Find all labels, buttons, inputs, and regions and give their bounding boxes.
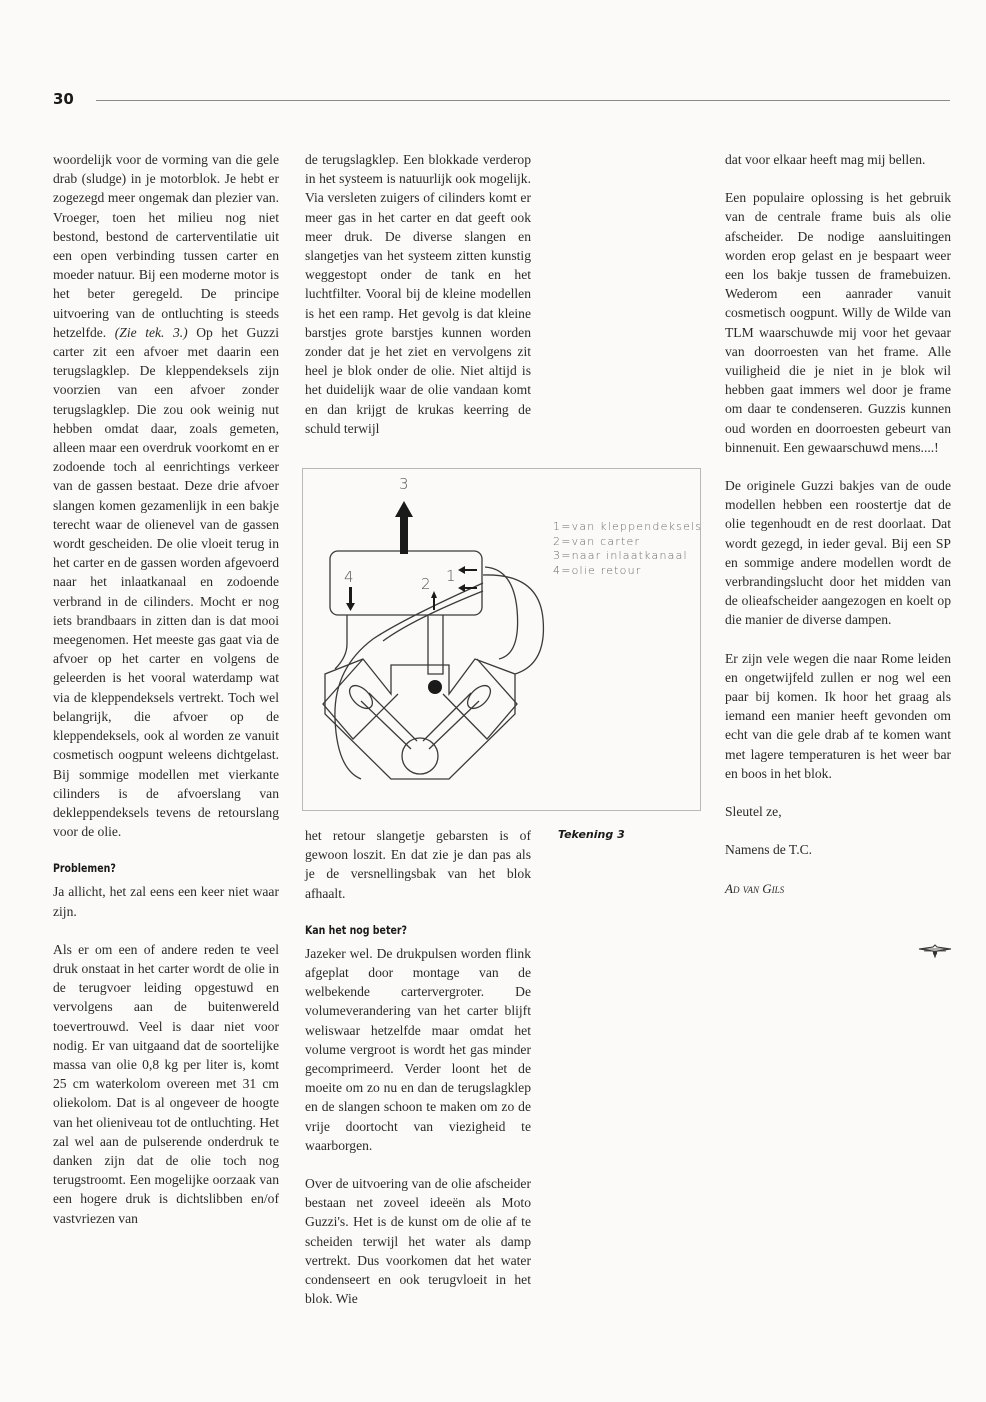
figure-legend <box>553 520 702 578</box>
legend-item: 2=van carter <box>553 534 641 548</box>
paragraph: woordelijk voor de vorming van die gele drab (sludge) in je motorblok. Je hebt er zogezegd meer ongemak dan plezier van. Vroeger, toen het milieu nog niet bestond, bestond de carterventilatie uit een open verbinding tussen carter en moeder natuur. Bij een moderne motor is het beter geregeld. De principe uitvoering van de ontluchting is steeds hetzelfde. (Zie tek. 3.) Op het Guzzi carter zit een afvoer met daarin een terugslagklep. De kleppendeksels zijn voorzien van een afvoer zonder terugslagklep. Die zou ook weinig nut hebben omdat daar, zoals gemeten, alleen maar een overdruk voorkomt en er zodoende toch al eenrichtings verkeer van de gassen bestaat. Deze drie afvoer slangen komen gezamenlijk in een bakje terecht waar de olienevel van de gassen wordt gescheiden. De olie vloeit terug in het carter en de gassen worden afgevoerd naar het inlaatkanaal en zodoende verbrand in de cilinders. Mocht er nog iets brandbaars in zitten dan is dat mooi meegenomen. Het meeste gas gaat via de afvoer op het carter en volgens de geleerden is het vooral waterdamp wat via de kleppendeksels vertrekt. Toch wel belangrijk, die afvoer op de kleppendeksels, ook al worden ze vanuit cosmetisch oogpunt weleens dichtgelast. Bij sommige modellen met vierkante cilinders is de afvoerslang van dekleppendeksels tevens de retourslang voor de olie. <box>53 152 279 840</box>
paragraph: Over de uitvoering van de olie afscheider bestaan net zoveel ideeën als Moto Guzzi's. Het is de kunst om de olie af te scheiden terwijl het water als damp vertrekt. Dus voorkomen dat het water condenseert en ook terugvloeit in het blok. Wie <box>305 1176 531 1307</box>
signoff-line: Namens de T.C. <box>725 842 813 858</box>
legend-item: 3=naar inlaatkanaal <box>553 549 688 562</box>
figure-reference: (Zie tek. 3.) <box>114 324 188 340</box>
crankshaft <box>402 738 438 774</box>
paragraph: dat voor elkaar heeft mag mij bellen. <box>725 152 926 167</box>
column-3 <box>725 150 951 917</box>
paragraph: de terugslagklep. Een blokkade verderop in het systeem is natuurlijk ook mogelijk. Via versleten zuigers of cilinders komt er meer gas in het carter en dat geeft ook meer druk. De diverse slangen en slangetjes van het systeem zitten kunstig weggestopt onder de tank en het luchtfilter. Vooral bij de kleine modellen is het een ramp. Het gevolg is dat kleine barstjes grote barstjes kunnen worden zonder dat je het ziet en vervolgens zit heel je blok onder de olie. Niet altijd is het duidelijk waar de olie vandaan komt en dan krijgt de krukas keerring de schuld terwijl <box>305 152 531 436</box>
club-logo-icon <box>918 944 952 963</box>
heading-problemen: Problemen? <box>53 861 116 876</box>
label-2: 2 <box>421 575 431 593</box>
legend-item: 4=olie retour <box>553 563 642 577</box>
oil-return-hose <box>335 583 483 779</box>
paragraph: het retour slangetje gebarsten is of gewoon loszit. En dat zie je dan pas als je de versnellingsbak van het blok afhaalt. <box>305 828 531 901</box>
author-name: Ad van Gils <box>725 880 785 896</box>
header-rule <box>96 100 950 101</box>
page-number: 30 <box>53 90 74 108</box>
engine-block <box>325 659 515 779</box>
label-4: 4 <box>344 568 354 586</box>
column-2-bottom <box>305 826 531 1327</box>
column-1 <box>53 150 279 1247</box>
paragraph: Als er om een of andere reden te veel druk onstaat in het carter wordt de olie in de terugvoer leiding opgestuwd en vervolgens aan de buitenwereld toevertrouwd. Veel is daar niet voor nodig. Er van uitgaand dat de soortelijke massa van olie 0,8 kg per liter is, komt 25 cm waterkolom overeen met 31 cm oliekolom. Dat is al ongeveer de hoogte van het olieniveau tot de ontluchting. Het zal wel aan de pulserende onderdruk te danken zijn dat de olie toch nog terugstroomt. Een mogelijke oorzaak van een hogere druk is dichtslibben en/of vastvriezen van <box>53 941 279 1226</box>
column-2-top <box>305 150 531 438</box>
label-1: 1 <box>446 567 456 585</box>
paragraph: Jazeker wel. De drukpulsen worden flink afgeplat door montage van de welbekende cartervergroter. De volumeverandering van het carter blijft weliswaar hetzelfde maar omdat het volume vergroot is wordt het gas minder gecomprimeerd. Verder loont het de moeite om zo nu en dan de terugslagklep en de slangen schoon te maken om zo de vrije doortocht van viezigheid te waarborgen. <box>305 945 531 1153</box>
paragraph: De originele Guzzi bakjes van de oude modellen hebben een roostertje dat de olie tegenhoudt en de rest doorlaat. Dat wordt gezegd, in ieder geval. Bij een SP en sommige andere modellen wordt de verbrandingslucht door het midden van de olieafscheider aangezogen en koelt op die manier de diverse dampen. <box>725 478 951 628</box>
heading-kan-het-nog-beter: Kan het nog beter? <box>305 922 407 937</box>
paragraph: Ja allicht, het zal eens een keer niet waar zijn. <box>53 884 279 919</box>
paragraph: Er zijn vele wegen die naar Rome leiden en ongetwijfeld zullen er nog wel een paar bij komen. Ik hoor het graag als iemand een manier heeft gevonden om echt van die gele drab af te komen want met lagere temperaturen is het weer bar en boos in het blok. <box>725 650 951 781</box>
valve-cover-hose-right <box>485 567 518 659</box>
figure-caption: Tekening 3 <box>558 828 625 841</box>
return-line <box>335 615 347 669</box>
left-rod <box>361 693 417 749</box>
signoff-line: Sleutel ze, <box>725 804 782 820</box>
legend-item: 1=van kleppendeksels <box>553 520 703 533</box>
label-3: 3 <box>399 475 409 493</box>
paragraph: Een populaire oplossing is het gebruik van de centrale frame buis als olie afscheider. De nodige aansluitingen worden erop gelast en je bespaart weer een los bakje tussen de framebuizen. Wederom een aanrader vanuit cosmetisch oogpunt. Willy de Wilde van TLM waarschuwde mij voor het gevaar van doorroesten van het frame. Alle vuiligheid die je niet in je blok wil hebben gaat immers wel door je frame om daar te condenseren. Guzzis kunnen oud worden en doorroesten gebeurt van binnenuit. Een gewaarschuwd mens....! <box>725 190 951 455</box>
